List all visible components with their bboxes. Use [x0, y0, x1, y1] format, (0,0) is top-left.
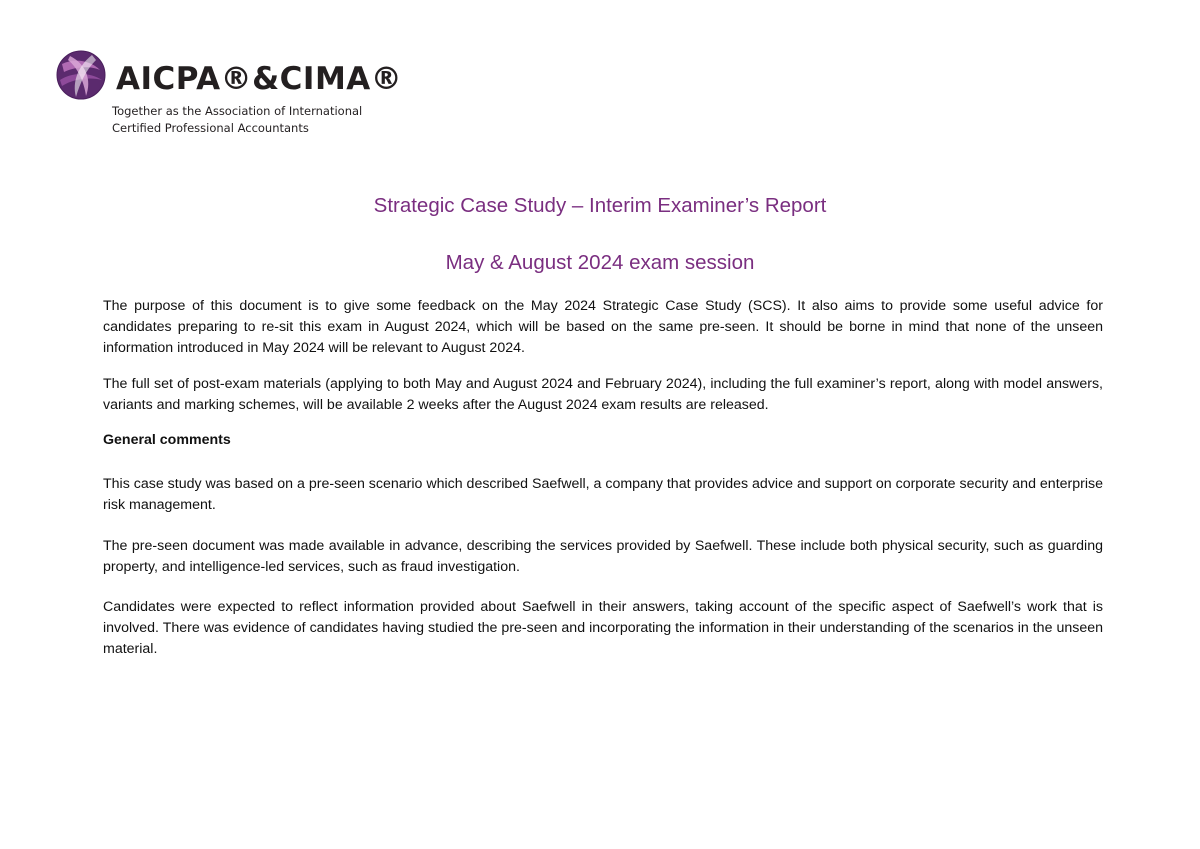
intro-paragraph-2: The full set of post-exam materials (applying to both May and August 2024 and February 2024), including the full examiner’s report, along with model answers, variants and marking schemes, will be available 2 weeks after the August 2024 exam results are released.: [103, 376, 1103, 413]
general-comments-paragraph-3: Candidates were expected to reflect information provided about Saefwell in their answers, taking account of the specific aspect of Saefwell’s work that is involved. There was evidence of candidates having studied the pre-seen and incorporating the information in their understanding of the scenarios in the unseen material.: [103, 599, 1103, 657]
general-comments-paragraph-1: This case study was based on a pre-seen scenario which described Saefwell, a company that provides advice and support on corporate security and enterprise risk management.: [103, 476, 1103, 513]
intro-paragraph-1: The purpose of this document is to give some feedback on the May 2024 Strategic Case Study (SCS). It also aims to provide some useful advice for candidates preparing to re-sit this exam in August 2024, which will be based on the same pre-seen. It should be borne in mind that none of the unseen information introduced in May 2024 will be relevant to August 2024.: [103, 298, 1103, 356]
logo-tagline-line-2: Certified Professional Accountants: [112, 121, 309, 135]
document-subtitle: May & August 2024 exam session: [445, 251, 755, 274]
section-heading-general-comments: General comments: [103, 432, 231, 448]
general-comments-paragraph-2: The pre-seen document was made available in advance, describing the services provided by Saefwell. These include both physical security, such as guarding property, and intelligence-led services, such as fraud investigation.: [103, 538, 1103, 575]
aicpa-cima-globe-icon: [56, 50, 106, 100]
logo-wordmark: AICPA®&CIMA®: [116, 61, 403, 97]
aicpa-cima-logo: [56, 50, 403, 140]
logo-tagline-line-1: Together as the Association of International: [112, 104, 363, 118]
logo-tagline: [112, 103, 362, 137]
document-title: Strategic Case Study – Interim Examiner’s Report: [373, 194, 827, 217]
